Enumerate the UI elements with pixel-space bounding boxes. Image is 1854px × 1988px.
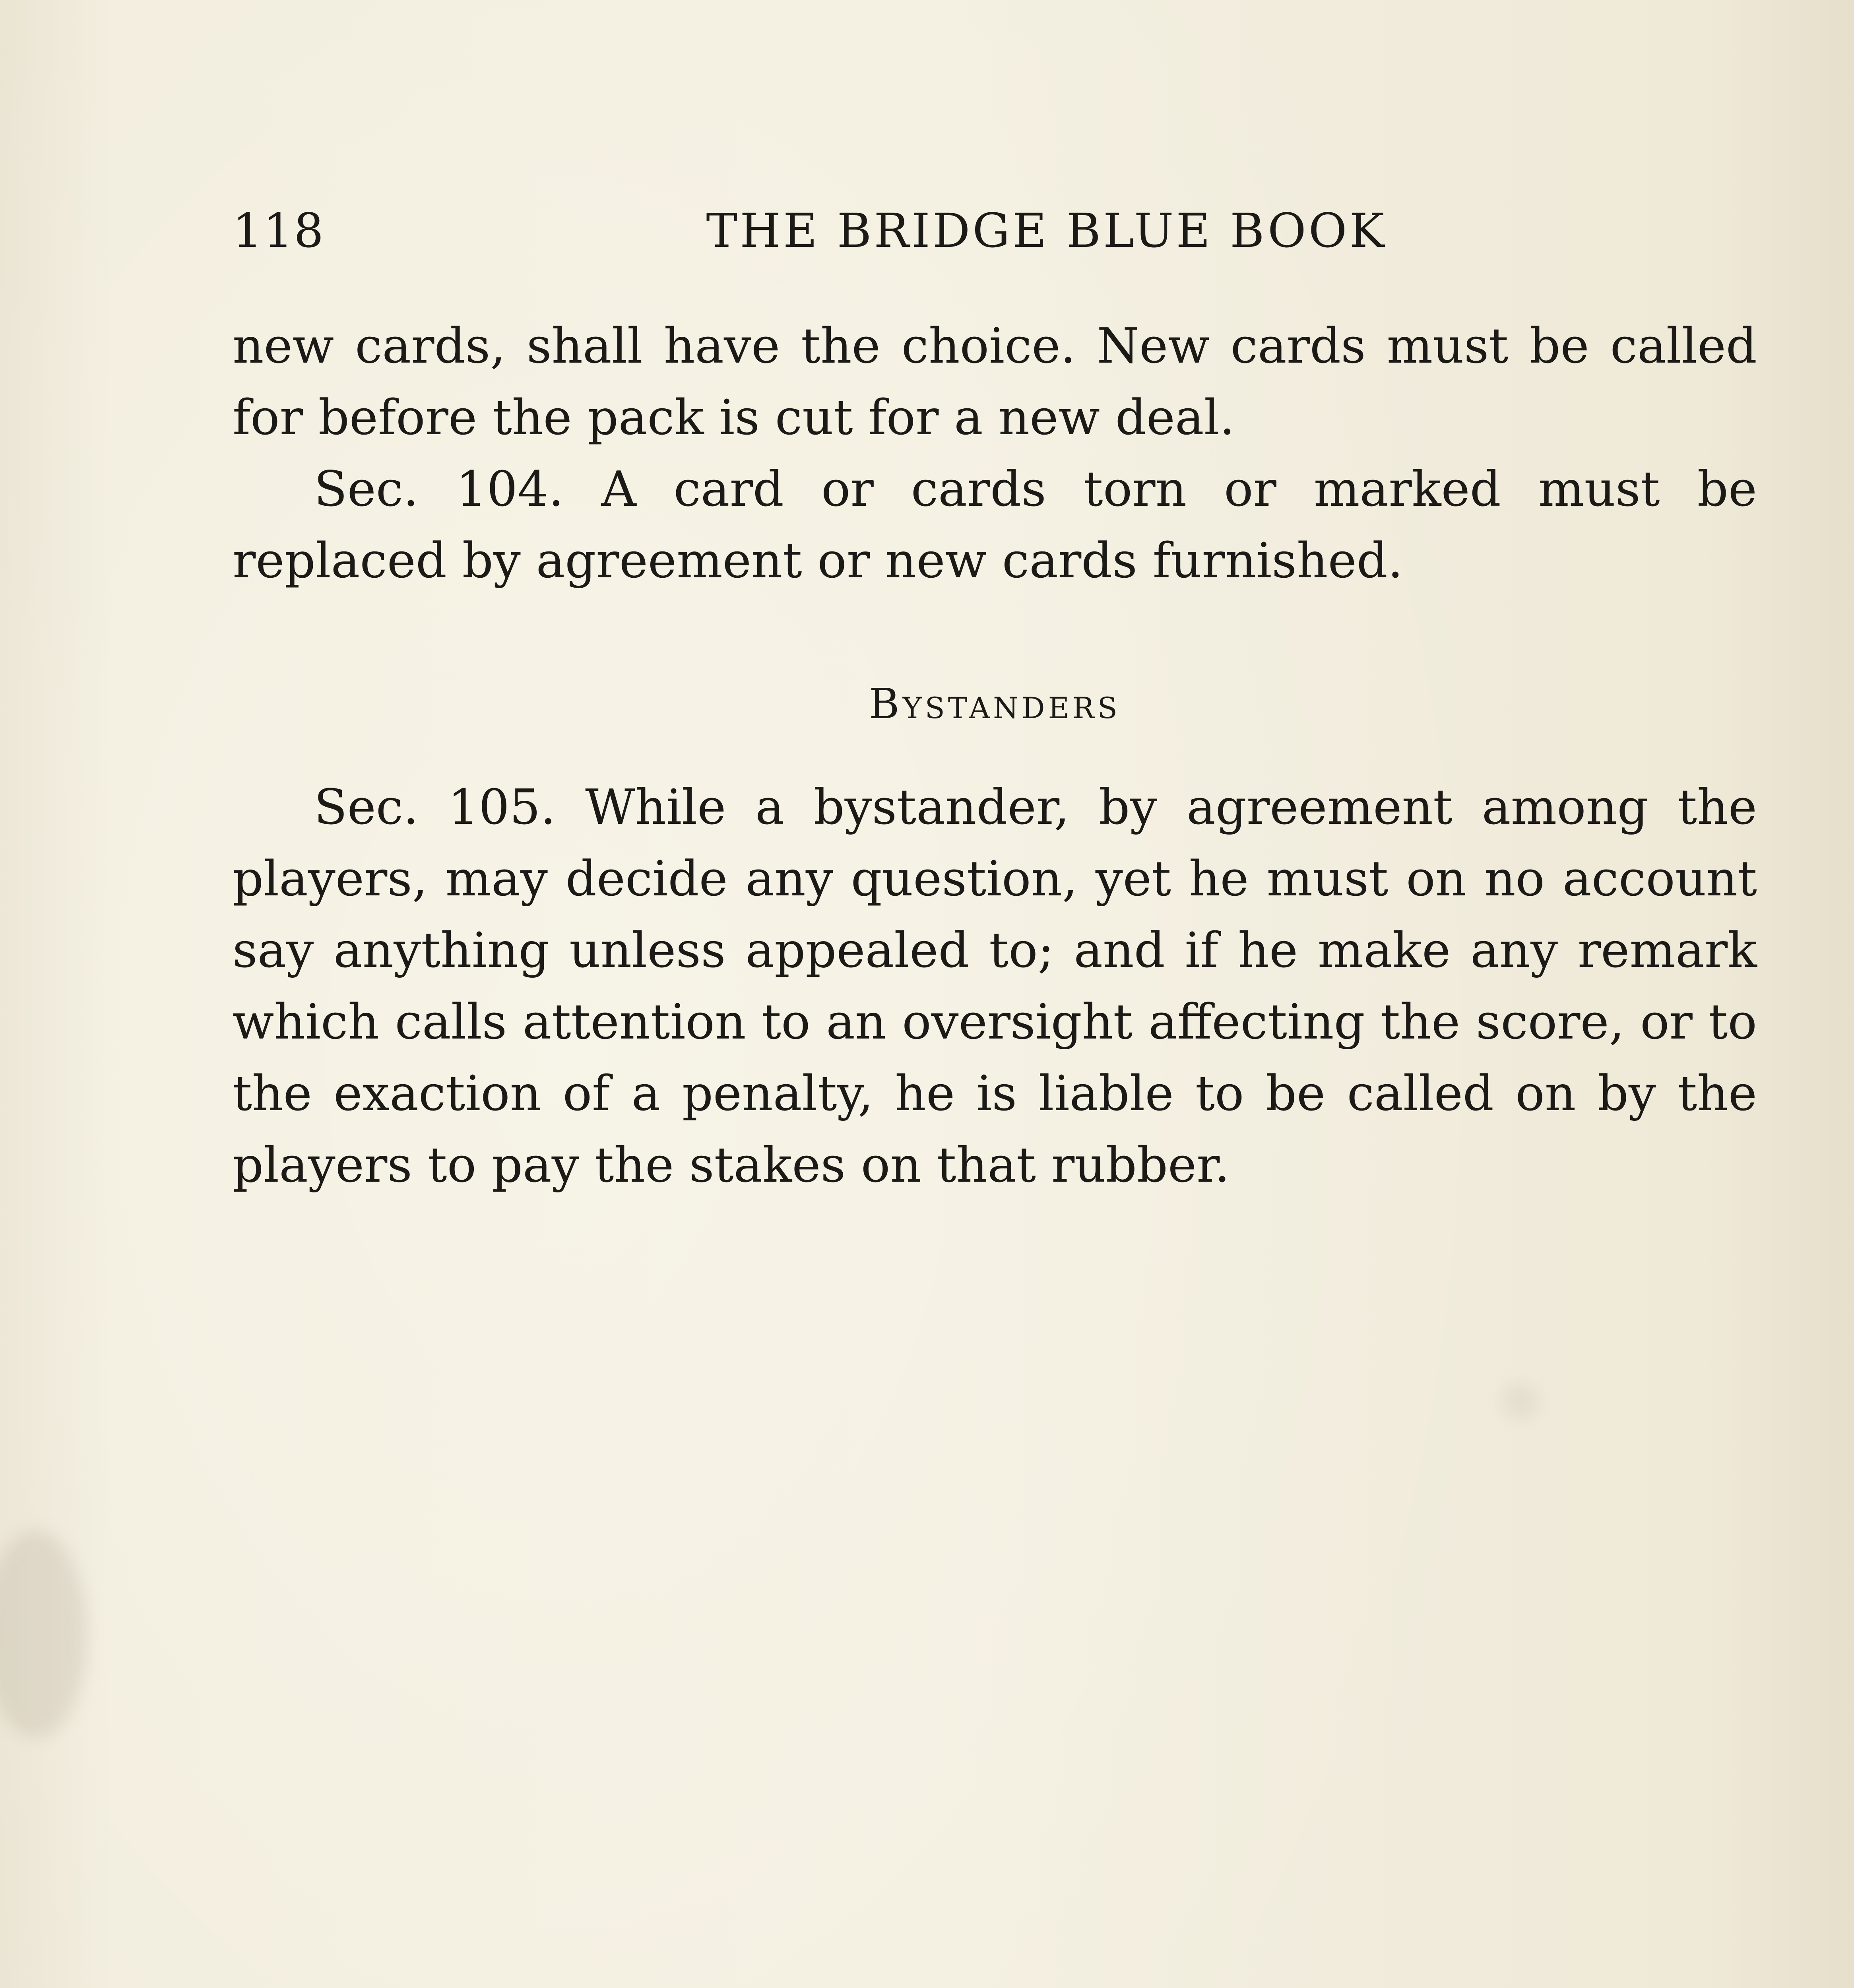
running-title: THE BRIDGE BLUE BOOK [706,203,1387,258]
paragraph-sec-105: Sec. 105. While a bystander, by agreement among the players, may decide any question, yet he must on no account say anything unless appealed to; and if he make any remark which calls attention to an oversight affecting the score, or to the exaction of a penalty, he is liable to be called on by the players to pay the stakes on that rubber. [233,779,1757,1193]
page-smudge [0,1531,87,1738]
body-text [233,310,1757,1201]
page-number: 118 [233,203,325,258]
page-smudge [1503,1384,1538,1419]
section-heading: Bystanders [869,679,1121,728]
paragraph-sec-104: Sec. 104. A card or cards torn or marked must be replaced by agreement or new cards furnished. [233,461,1757,589]
paragraph-continuation: new cards, shall have the choice. New cards must be called for before the pack is cut for a new deal. [233,318,1757,446]
page-header [233,195,1757,266]
